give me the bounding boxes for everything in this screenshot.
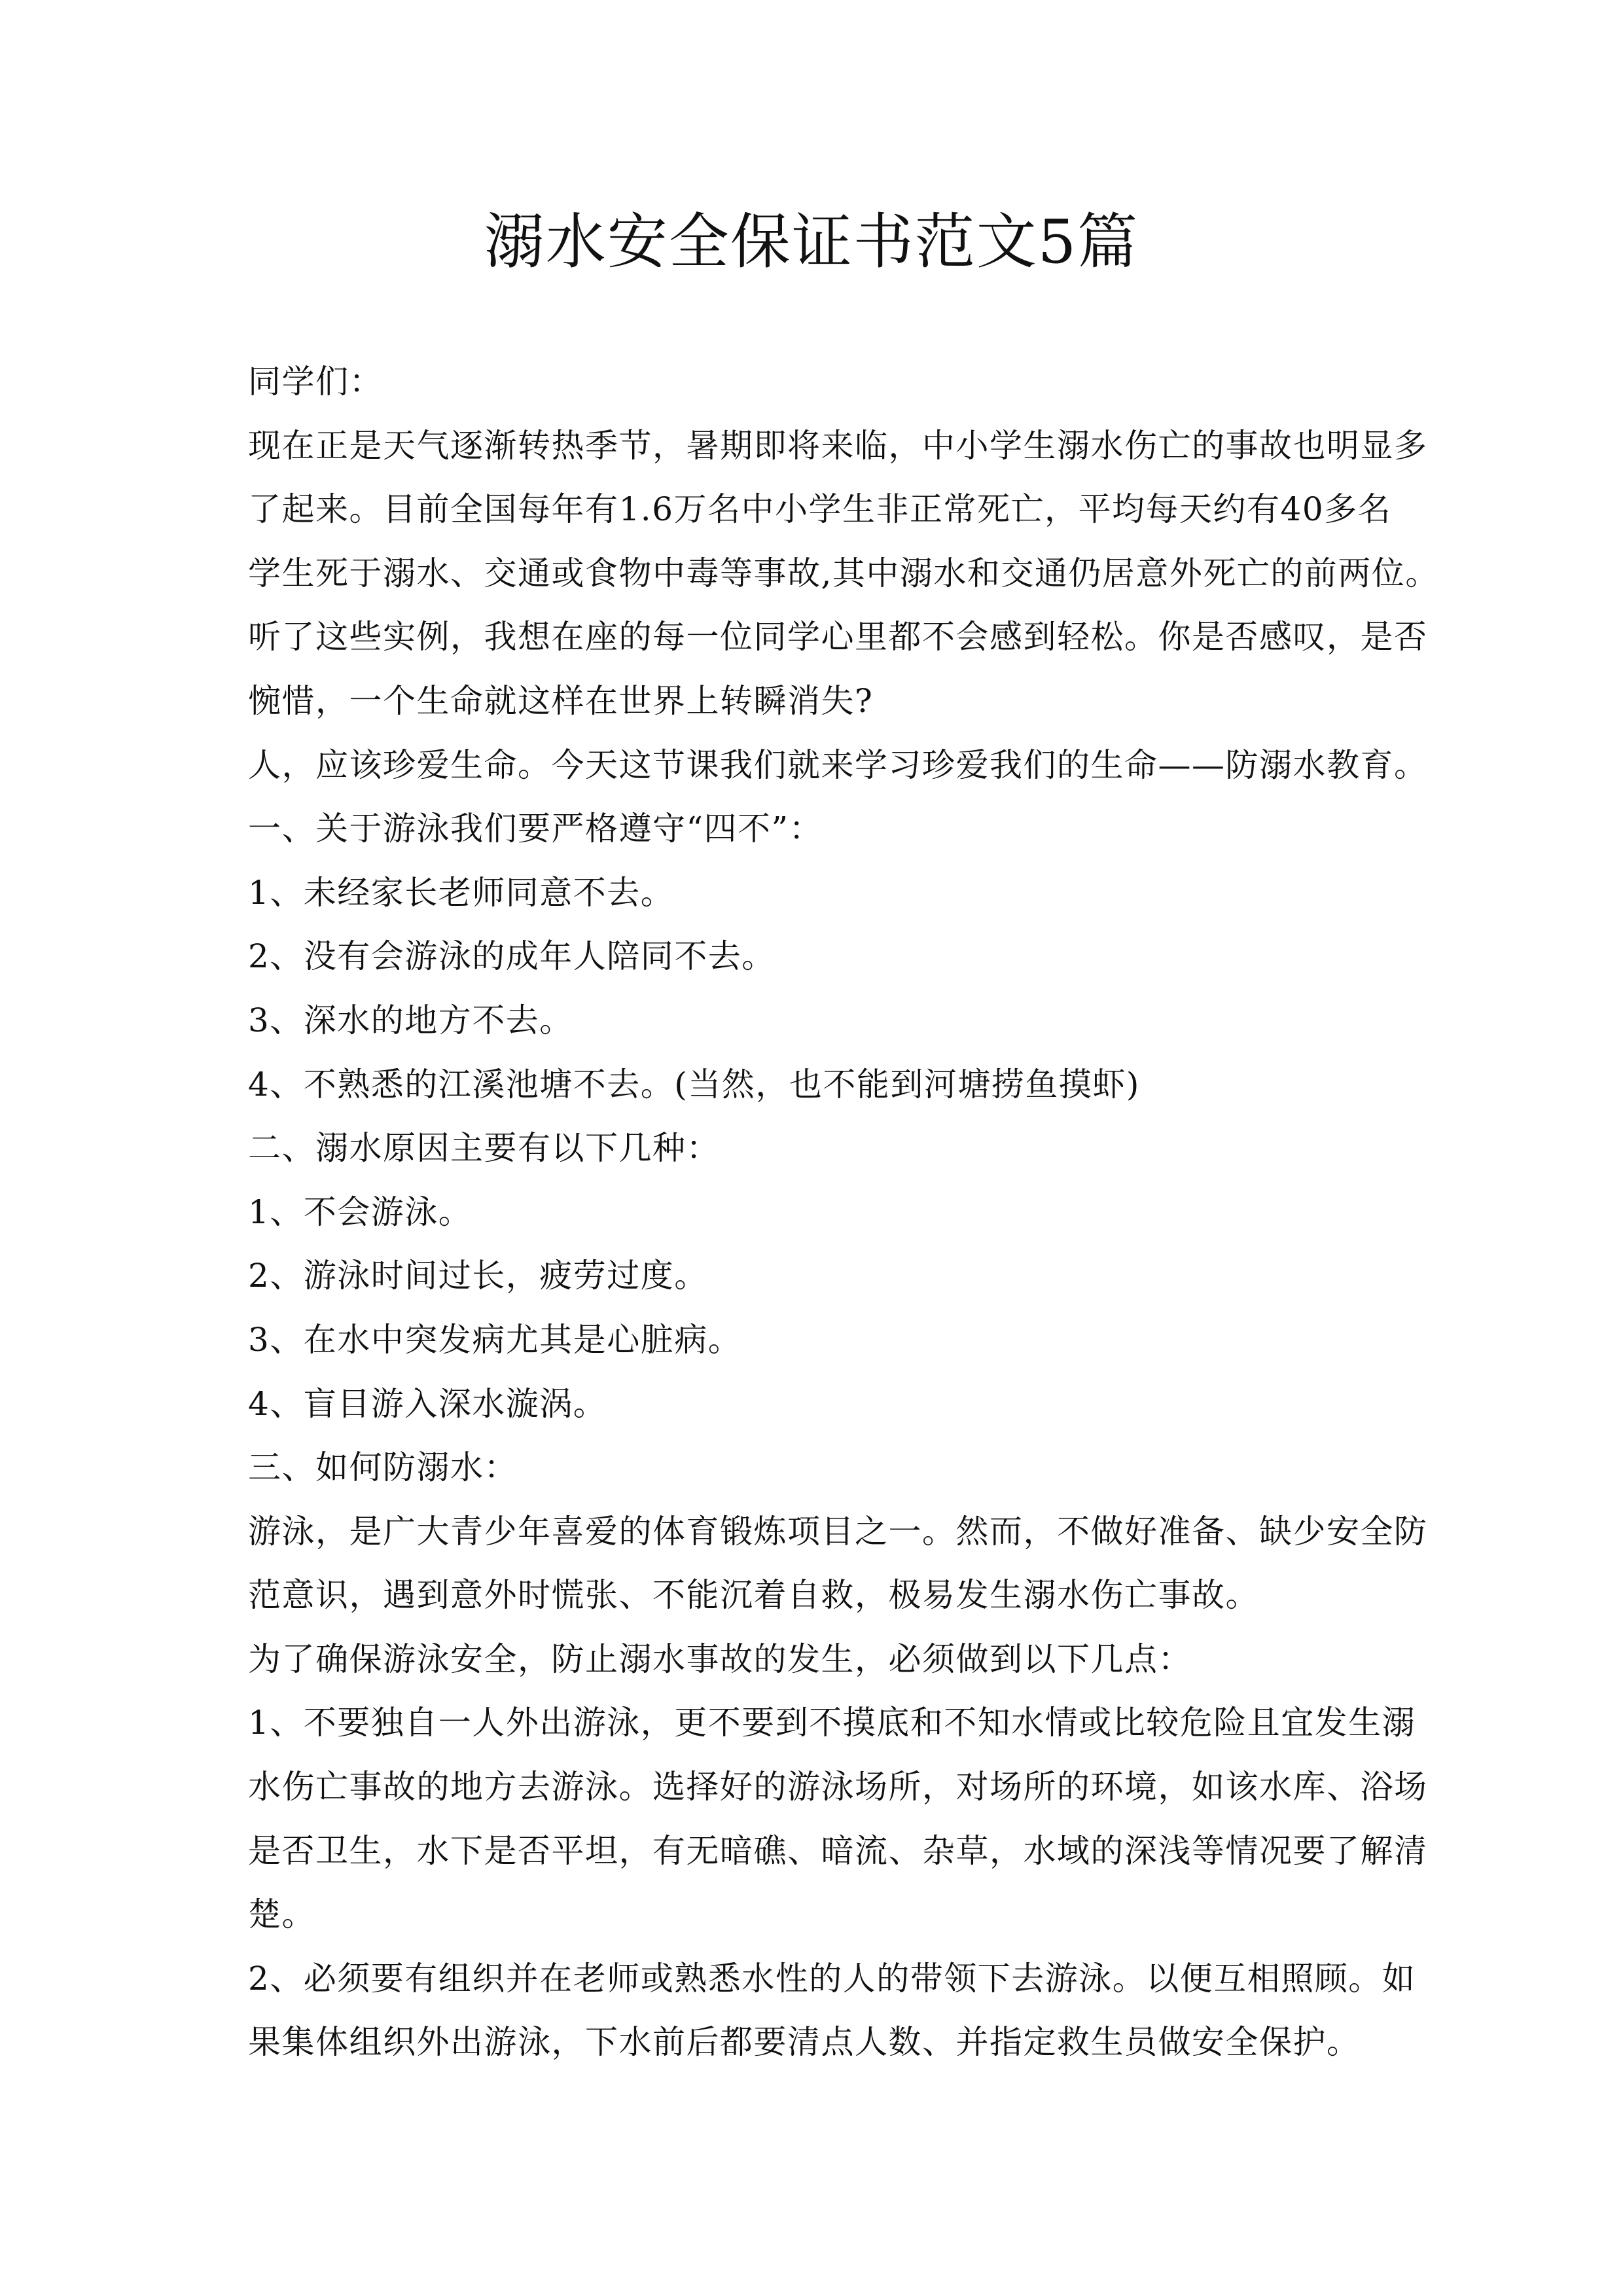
text-line: 2、必须要有组织并在老师或熟悉水性的人的带领下去游泳。以便互相照顾。如 — [248, 1959, 1416, 1998]
text-line: 学生死于溺水、交通或食物中毒等事故,其中溺水和交通仍居意外死亡的前两位。 — [248, 554, 1439, 592]
text-line: 为了确保游泳安全，防止溺水事故的发生，必须做到以下几点： — [248, 1640, 1192, 1678]
document-body — [248, 350, 1439, 2075]
text-line: 1、不会游泳。 — [248, 1193, 473, 1231]
text-line: 4、盲目游入深水漩涡。 — [248, 1384, 607, 1423]
text-line: 3、深水的地方不去。 — [248, 1001, 573, 1039]
text-line: 惋惜，一个生命就这样在世界上转瞬消失? — [248, 681, 874, 720]
text-line: 范意识，遇到意外时慌张、不能沉着自救，极易发生溺水伤亡事故。 — [248, 1576, 1259, 1615]
text-line: 现在正是天气逐渐转热季节，暑期即将来临，中小学生溺水伤亡的事故也明显多 — [248, 426, 1428, 465]
text-line: 3、在水中突发病尤其是心脏病。 — [248, 1320, 742, 1359]
text-line: 2、游泳时间过长，疲劳过度。 — [248, 1257, 708, 1295]
text-line: 4、不熟悉的江溪池塘不去。(当然，也不能到河塘捞鱼摸虾) — [248, 1065, 1140, 1103]
text-line: 游泳，是广大青少年喜爱的体育锻炼项目之一。然而，不做好准备、缺少安全防 — [248, 1512, 1428, 1551]
text-line: 听了这些实例，我想在座的每一位同学心里都不会感到轻松。你是否感叹，是否 — [248, 618, 1428, 656]
text-line: 三、如何防溺水： — [248, 1448, 518, 1487]
text-line: 人，应该珍爱生命。今天这节课我们就来学习珍爱我们的生命——防溺水教育。 — [248, 745, 1428, 784]
text-line: 了起来。目前全国每年有1.6万名中小学生非正常死亡，平均每天约有40多名 — [248, 490, 1392, 529]
text-line: 同学们： — [248, 363, 383, 401]
text-line: 2、没有会游泳的成年人陪同不去。 — [248, 937, 776, 976]
text-line: 一、关于游泳我们要严格遵守“四不”： — [248, 810, 823, 848]
text-line: 是否卫生，水下是否平坦，有无暗礁、暗流、杂草，水域的深浅等情况要了解清 — [248, 1831, 1428, 1870]
text-line: 1、未经家长老师同意不去。 — [248, 873, 675, 912]
text-line: 二、溺水原因主要有以下几种： — [248, 1129, 720, 1168]
page-title: 溺水安全保证书范文5篇 — [484, 207, 1139, 277]
text-line: 1、不要独自一人外出游泳，更不要到不摸底和不知水情或比较危险且宜发生溺 — [248, 1704, 1416, 1742]
text-line: 水伤亡事故的地方去游泳。选择好的游泳场所，对场所的环境，如该水库、浴场 — [248, 1768, 1428, 1806]
text-line: 楚。 — [248, 1895, 315, 1934]
text-line: 果集体组织外出游泳，下水前后都要清点人数、并指定救生员做安全保护。 — [248, 2023, 1361, 2062]
